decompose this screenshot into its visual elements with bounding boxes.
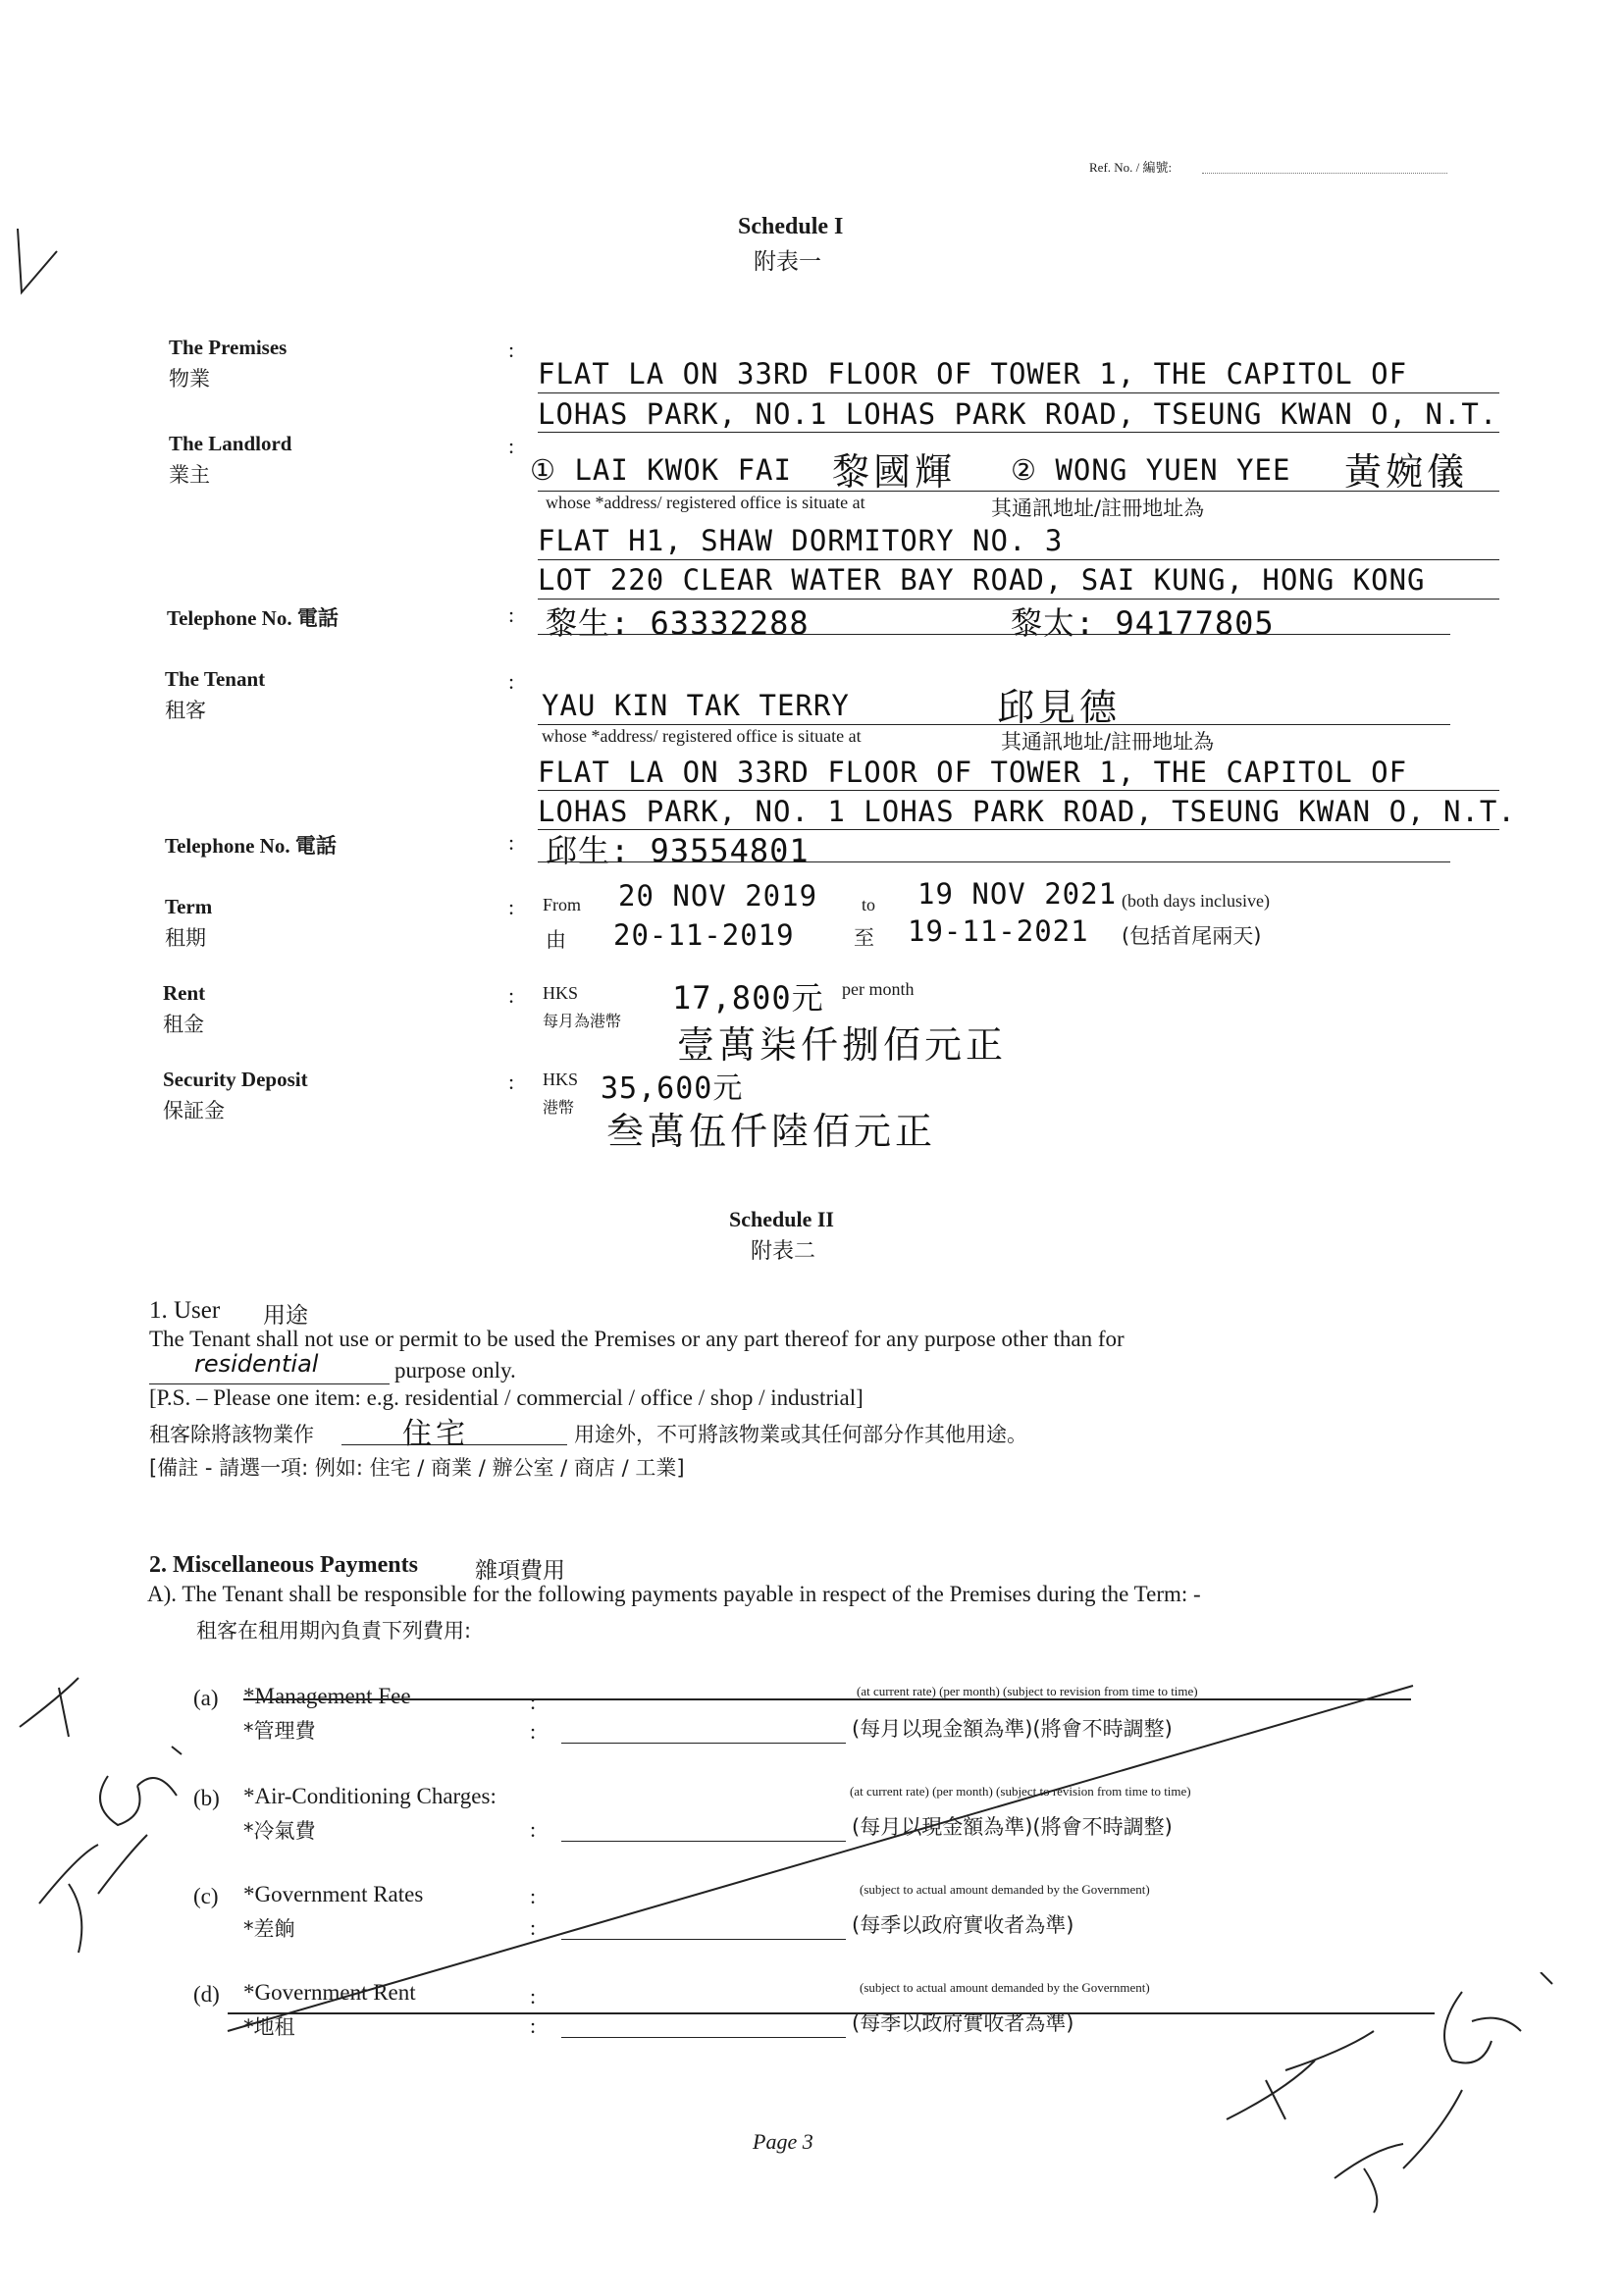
landlord-colon: : <box>508 434 515 458</box>
rent-colon: : <box>508 983 515 1008</box>
term-label-zh: 租期 <box>165 926 206 950</box>
user-purpose-zh: 住宅 <box>402 1417 469 1451</box>
premises-line2: LOHAS PARK, NO.1 LOHAS PARK ROAD, TSEUNG KWAN O, N.T. <box>538 397 1498 431</box>
page-number: Page 3 <box>753 2129 813 2154</box>
landlord-address1: FLAT H1, SHAW DORMITORY NO. 3 <box>538 524 1064 557</box>
tenant-phone-value: 邱生: 93554801 <box>546 832 810 869</box>
landlord-name1: ① LAI KWOK FAI <box>530 453 792 487</box>
tenant-address1: FLAT LA ON 33RD FLOOR OF TOWER 1, THE CAPITOL OF <box>538 756 1408 789</box>
landlord-phone-2: 黎太: 94177805 <box>1011 604 1275 642</box>
rent-zh-caption: 每月為港幣 <box>543 1012 622 1030</box>
term-note: (both days inclusive) <box>1122 891 1270 911</box>
tenant-colon: : <box>508 669 515 694</box>
initials-signature-left <box>0 1658 216 1982</box>
term-note-zh: (包括首尾兩天) <box>1122 924 1262 948</box>
rent-hks: HKS <box>543 983 579 1003</box>
landlord-address-caption: whose *address/ registered office is situate at <box>546 493 865 512</box>
deposit-colon: : <box>508 1070 515 1094</box>
item-d-note-zh: (每季以政府實收者為準) <box>852 2011 1074 2035</box>
term-colon: : <box>508 895 515 919</box>
item-b-note: (at current rate) (per month) (subject to revision from time to time) <box>850 1784 1191 1799</box>
misc-heading-zh: 雜項費用 <box>475 1558 565 1584</box>
item-d-letter: (d) <box>193 1982 220 2007</box>
item-a-note: (at current rate) (per month) (subject to revision from time to time) <box>857 1684 1198 1698</box>
item-d-colon1: : <box>530 1984 537 2009</box>
premises-label: The Premises <box>169 336 288 359</box>
schedule2-title: Schedule II <box>729 1207 834 1231</box>
item-c-name-zh: *差餉 <box>243 1917 295 1941</box>
term-to-zh: 至 <box>854 926 874 950</box>
term-from-value: 20 NOV 2019 <box>618 879 818 913</box>
user-zh-pre: 租客除將該物業作 <box>149 1423 314 1446</box>
item-a-letter: (a) <box>193 1686 219 1710</box>
premises-label-zh: 物業 <box>169 367 210 391</box>
landlord-phone-1: 黎生: 63332288 <box>546 604 810 642</box>
user-text1: The Tenant shall not use or permit to be used the Premises or any part thereof for any purpose other than for <box>149 1327 1125 1351</box>
ref-no: Ref. No. / 編號: <box>1089 160 1173 175</box>
misc-text-zh: 租客在租用期內負責下列費用: <box>196 1619 472 1643</box>
landlord-phone-label: Telephone No. 電話 <box>167 606 339 630</box>
item-b-letter: (b) <box>193 1786 220 1810</box>
tenant-address-caption-zh: 其通訊地址/註冊地址為 <box>1001 730 1215 754</box>
rent-amount: 17,800元 <box>672 979 824 1017</box>
item-c-colon2: : <box>530 1915 537 1940</box>
rent-label-zh: 租金 <box>163 1013 204 1036</box>
item-c-colon1: : <box>530 1884 537 1908</box>
term-to-value: 19 NOV 2021 <box>917 877 1118 911</box>
item-c-note: (subject to actual amount demanded by the Government) <box>860 1882 1150 1897</box>
tenant-address-caption: whose *address/ registered office is situate at <box>542 726 862 746</box>
item-a-name-zh: *管理費 <box>243 1719 316 1743</box>
user-zh-post: 用途外，不可將該物業或其任何部分作其他用途。 <box>574 1423 1027 1446</box>
item-a-note-zh: (每月以現金額為準)(將會不時調整) <box>852 1717 1173 1741</box>
item-a-colon1: : <box>530 1690 537 1714</box>
premises-colon: : <box>508 338 515 362</box>
user-purpose: residential <box>194 1350 319 1378</box>
landlord-name2-zh: 黃婉儀 <box>1344 450 1469 494</box>
landlord-label-zh: 業主 <box>169 463 210 487</box>
landlord-label: The Landlord <box>169 432 292 455</box>
user-ps: [P.S. – Please one item: e.g. residential / commercial / office / shop / industrial] <box>149 1385 864 1410</box>
misc-heading: 2. Miscellaneous Payments <box>149 1552 418 1578</box>
term-from: From <box>543 895 582 914</box>
term-to-value-zh: 19-11-2021 <box>908 914 1089 948</box>
rent-amount-zh: 壹萬柒仟捌佰元正 <box>677 1023 1008 1067</box>
item-d-colon2: : <box>530 2013 537 2038</box>
item-b-name: *Air-Conditioning Charges: <box>243 1784 497 1808</box>
user-heading: 1. User <box>149 1297 221 1324</box>
misc-text: A). The Tenant shall be responsible for the following payments payable in respect of the Premises during the Term: - <box>147 1582 1201 1606</box>
item-d-name-zh: *地租 <box>243 2015 295 2039</box>
landlord-phone-colon: : <box>508 602 515 627</box>
rent-label: Rent <box>163 981 206 1005</box>
tenant-label-zh: 租客 <box>165 699 206 722</box>
landlord-name1-zh: 黎國輝 <box>832 450 957 494</box>
initials-signature-right <box>1207 1972 1599 2218</box>
deposit-amount-zh: 叁萬伍仟陸佰元正 <box>606 1110 937 1153</box>
item-a-name: *Management Fee <box>243 1684 411 1708</box>
tenant-phone-label: Telephone No. 電話 <box>165 834 337 858</box>
item-b-colon: : <box>530 1817 537 1842</box>
user-zh-ps: [備註 - 請選一項: 例如: 住宅 / 商業 / 辦公室 / 商店 / 工業] <box>149 1456 685 1480</box>
tenant-name: YAU KIN TAK TERRY <box>542 689 850 722</box>
rent-per-month: per month <box>842 979 915 999</box>
item-d-name: *Government Rent <box>243 1980 416 2005</box>
tenant-address2: LOHAS PARK, NO. 1 LOHAS PARK ROAD, TSEUNG KWAN O, N.T. <box>538 795 1516 828</box>
user-heading-zh: 用途 <box>263 1303 308 1329</box>
landlord-address2: LOT 220 CLEAR WATER BAY ROAD, SAI KUNG, HONG KONG <box>538 563 1426 597</box>
tenant-label: The Tenant <box>165 667 266 691</box>
deposit-hks: HKS <box>543 1070 579 1089</box>
premises-line1: FLAT LA ON 33RD FLOOR OF TOWER 1, THE CAPITOL OF <box>538 357 1408 391</box>
item-c-name: *Government Rates <box>243 1882 424 1906</box>
deposit-zh-caption: 港幣 <box>543 1098 575 1117</box>
schedule1-title-zh: 附表一 <box>754 249 821 275</box>
deposit-amount: 35,600元 <box>601 1071 744 1106</box>
term-label: Term <box>165 895 213 918</box>
item-b-note-zh: (每月以現金額為準)(將會不時調整) <box>852 1815 1173 1839</box>
schedule2-title-zh: 附表二 <box>751 1239 816 1264</box>
item-d-note: (subject to actual amount demanded by the Government) <box>860 1980 1150 1995</box>
tenant-name-zh: 邱見德 <box>997 686 1122 729</box>
term-from-zh: 由 <box>546 928 566 952</box>
term-from-value-zh: 20-11-2019 <box>613 918 795 952</box>
tenant-phone-colon: : <box>508 830 515 855</box>
deposit-label-zh: 保証金 <box>163 1099 225 1122</box>
term-to: to <box>862 895 876 914</box>
landlord-address-caption-zh: 其通訊地址/註冊地址為 <box>991 496 1205 520</box>
item-c-note-zh: (每季以政府實收者為準) <box>852 1913 1074 1937</box>
item-a-colon2: : <box>530 1719 537 1744</box>
item-c-letter: (c) <box>193 1884 219 1908</box>
deposit-label: Security Deposit <box>163 1068 308 1091</box>
item-b-name-zh: *冷氣費 <box>243 1819 316 1843</box>
landlord-name2: ② WONG YUEN YEE <box>1011 453 1291 487</box>
user-text2: purpose only. <box>394 1358 516 1383</box>
schedule1-title: Schedule I <box>738 214 844 239</box>
